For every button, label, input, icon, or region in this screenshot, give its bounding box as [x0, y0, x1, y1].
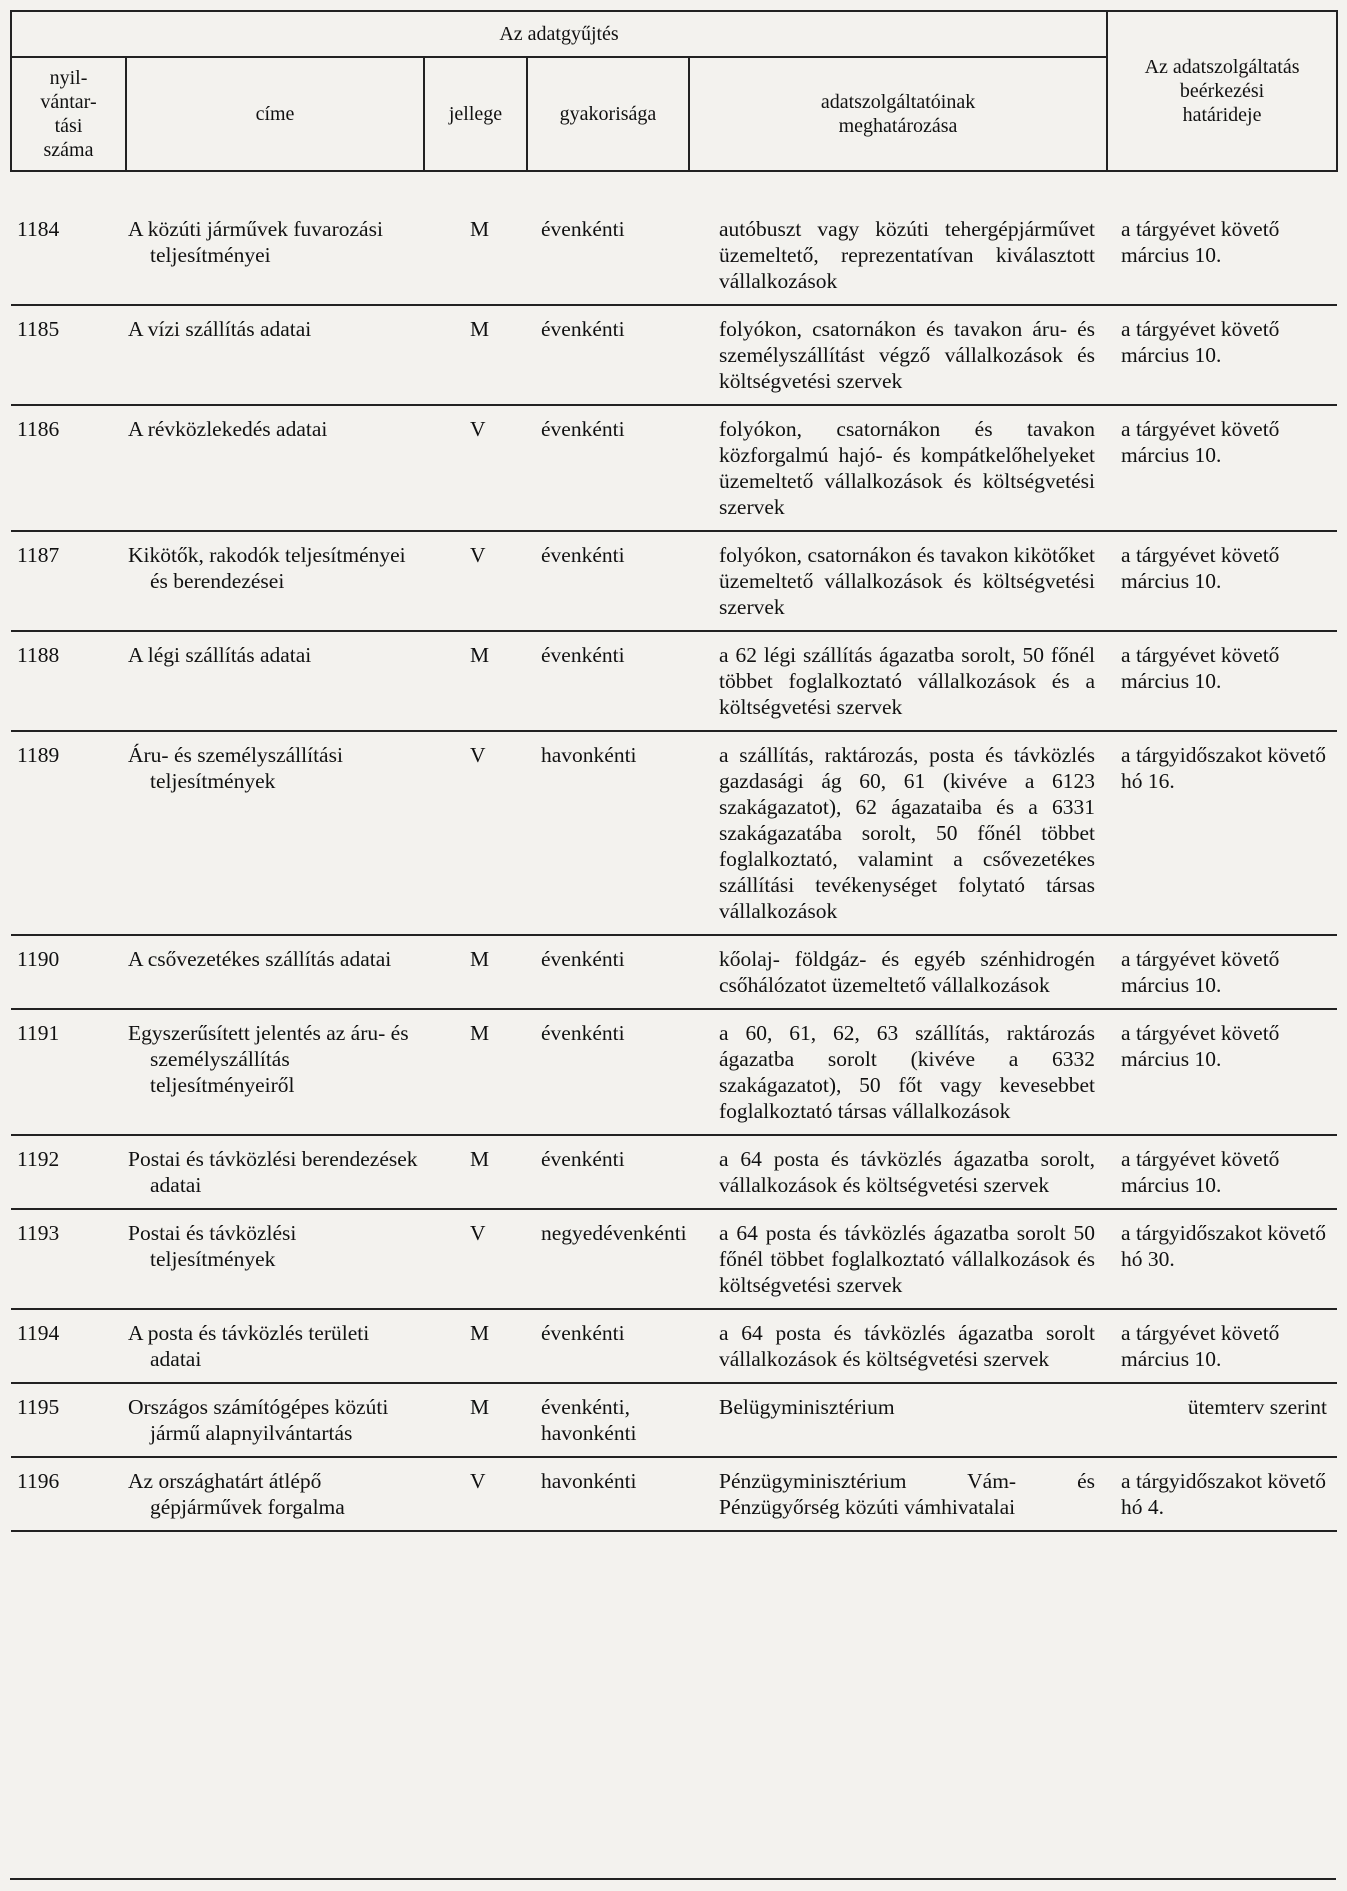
row-character: M [424, 206, 527, 305]
row-title-text: A posta és távközlés területi adatai [128, 1321, 370, 1371]
row-character: M [424, 1009, 527, 1135]
row-frequency: évenkénti, havonkénti [527, 1383, 689, 1457]
row-num: 1195 [11, 1383, 126, 1457]
table-row [11, 1009, 1337, 1135]
row-title [126, 935, 424, 1009]
row-title [126, 1309, 424, 1383]
row-num: 1193 [11, 1209, 126, 1309]
row-deadline: a tárgyidőszakot követő hó 30. [1107, 1209, 1337, 1309]
header-deadline [1107, 11, 1337, 171]
header-group: Az adatgyűjtés [11, 11, 1107, 57]
table-row [11, 531, 1337, 631]
header-frequency: gyakorisága [527, 57, 689, 171]
row-deadline: a tárgyidőszakot követő hó 4. [1107, 1457, 1337, 1531]
row-frequency: havonkénti [527, 731, 689, 935]
row-num: 1186 [11, 405, 126, 531]
header-num-text: nyil- vántar- tási száma [40, 67, 97, 161]
row-character: V [424, 731, 527, 935]
row-frequency: évenkénti [527, 531, 689, 631]
row-title-text: A csővezetékes szállítás adatai [128, 947, 392, 971]
row-providers: a 64 posta és távközlés ágazatba sorolt vállalkozások és költségvetési szervek [689, 1309, 1107, 1383]
row-num: 1184 [11, 206, 126, 305]
row-frequency: évenkénti [527, 305, 689, 405]
row-character: M [424, 1309, 527, 1383]
header-providers-text: adatszolgáltatóinak meghatározása [820, 91, 976, 137]
row-title-text: A közúti járművek fuvarozási teljesítményei [128, 217, 383, 267]
row-frequency: évenkénti [527, 935, 689, 1009]
header-num [11, 57, 126, 171]
table-row [11, 1209, 1337, 1309]
row-providers: folyókon, csatornákon és tavakon kikötőket üzemeltető vállalkozások és költségvetési szervek [689, 531, 1107, 631]
table-row [11, 731, 1337, 935]
row-providers: autóbuszt vagy közúti tehergépjárművet üzemeltető, reprezentatívan kiválasztott vállalkozások [689, 206, 1107, 305]
row-providers: kőolaj- földgáz- és egyéb szénhidrogén csőhálózatot üzemeltető vállalkozások [689, 935, 1107, 1009]
row-title-text: Kikötők, rakodók teljesítményei és berendezései [128, 543, 406, 593]
row-title-text: Postai és távközlési berendezések adatai [128, 1147, 418, 1197]
data-collection-table [10, 10, 1338, 1532]
row-title-text: Postai és távközlési teljesítmények [128, 1221, 297, 1271]
row-num: 1194 [11, 1309, 126, 1383]
table-row [11, 305, 1337, 405]
row-deadline: a tárgyévet követő március 10. [1107, 1135, 1337, 1209]
row-character: M [424, 935, 527, 1009]
row-num: 1188 [11, 631, 126, 731]
row-frequency: évenkénti [527, 1309, 689, 1383]
row-character: M [424, 1383, 527, 1457]
row-frequency: évenkénti [527, 631, 689, 731]
header-character: jellege [424, 57, 527, 171]
row-title-text: A vízi szállítás adatai [128, 317, 312, 341]
table-row [11, 1309, 1337, 1383]
row-frequency: évenkénti [527, 405, 689, 531]
row-providers: a 62 légi szállítás ágazatba sorolt, 50 főnél többet foglalkoztató vállalkozások és a költségvetési szervek [689, 631, 1107, 731]
row-deadline: a tárgyévet követő március 10. [1107, 305, 1337, 405]
header-providers [689, 57, 1107, 171]
row-title [126, 531, 424, 631]
row-title [126, 1135, 424, 1209]
row-num: 1191 [11, 1009, 126, 1135]
row-title [126, 1457, 424, 1531]
row-deadline: ütemterv szerint [1107, 1383, 1337, 1457]
row-title [126, 1009, 424, 1135]
row-providers: folyókon, csatornákon és tavakon áru- és személyszállítást végző vállalkozások és költségvetési szervek [689, 305, 1107, 405]
row-title-text: Országos számítógépes közúti jármű alapnyilvántartás [128, 1395, 389, 1445]
row-title-text: Áru- és személyszállítási teljesítmények [128, 743, 343, 793]
row-providers: Belügyminisztérium [689, 1383, 1107, 1457]
row-frequency: évenkénti [527, 1009, 689, 1135]
row-providers: a 64 posta és távközlés ágazatba sorolt, vállalkozások és költségvetési szervek [689, 1135, 1107, 1209]
row-title [126, 405, 424, 531]
row-title [126, 731, 424, 935]
row-providers: a szállítás, raktározás, posta és távközlés gazdasági ág 60, 61 (kivéve a 6123 szakágazatot), 62 ágazataiba és a 6331 szakágazatába sorolt, 50 főnél többet foglalkoztató, valamint a csővezetékes szállítási tevékenységet folytató társas vállalkozások [689, 731, 1107, 935]
row-deadline: a tárgyévet követő március 10. [1107, 1309, 1337, 1383]
table-row [11, 935, 1337, 1009]
row-character: M [424, 305, 527, 405]
row-deadline: a tárgyévet követő március 10. [1107, 631, 1337, 731]
row-title-text: A révközlekedés adatai [128, 417, 328, 441]
table-row [11, 631, 1337, 731]
row-character: M [424, 631, 527, 731]
row-character: V [424, 1457, 527, 1531]
row-character: V [424, 1209, 527, 1309]
row-character: M [424, 1135, 527, 1209]
header-deadline-text: Az adatszolgáltatás beérkezési határideje [1144, 56, 1300, 126]
table-row [11, 405, 1337, 531]
bottom-rule [10, 1878, 1336, 1880]
row-frequency: havonkénti [527, 1457, 689, 1531]
row-frequency: évenkénti [527, 1135, 689, 1209]
row-title [126, 206, 424, 305]
row-num: 1196 [11, 1457, 126, 1531]
row-title-text: Egyszerűsített jelentés az áru- és személyszállítás teljesítményeiről [128, 1021, 409, 1097]
row-character: V [424, 405, 527, 531]
row-providers: a 60, 61, 62, 63 szállítás, raktározás ágazatba sorolt (kivéve a 6332 szakágazatot), 50 főt vagy kevesebbet foglalkoztató társas vállalkozások [689, 1009, 1107, 1135]
row-title [126, 631, 424, 731]
row-deadline: a tárgyidőszakot követő hó 16. [1107, 731, 1337, 935]
table-row [11, 206, 1337, 305]
row-character: V [424, 531, 527, 631]
row-title-text: A légi szállítás adatai [128, 643, 312, 667]
table-row [11, 1383, 1337, 1457]
table-row [11, 1135, 1337, 1209]
row-deadline: a tárgyévet követő március 10. [1107, 1009, 1337, 1135]
row-title [126, 1209, 424, 1309]
row-num: 1189 [11, 731, 126, 935]
row-num: 1185 [11, 305, 126, 405]
row-title-text: Az országhatárt átlépő gépjárművek forgalma [128, 1469, 345, 1519]
row-title [126, 305, 424, 405]
row-deadline: a tárgyévet követő március 10. [1107, 531, 1337, 631]
row-frequency: évenkénti [527, 206, 689, 305]
row-title [126, 1383, 424, 1457]
row-providers: Pénzügyminisztérium Vám- és Pénzügyőrség közúti vámhivatalai [689, 1457, 1107, 1531]
row-frequency: negyedévenkénti [527, 1209, 689, 1309]
table-row [11, 1457, 1337, 1531]
row-deadline: a tárgyévet követő március 10. [1107, 935, 1337, 1009]
row-num: 1187 [11, 531, 126, 631]
row-deadline: a tárgyévet követő március 10. [1107, 206, 1337, 305]
row-providers: a 64 posta és távközlés ágazatba sorolt 50 főnél többet foglalkoztató vállalkozások és költségvetési szervek [689, 1209, 1107, 1309]
header-title: címe [126, 57, 424, 171]
row-deadline: a tárgyévet követő március 10. [1107, 405, 1337, 531]
row-num: 1190 [11, 935, 126, 1009]
row-num: 1192 [11, 1135, 126, 1209]
row-providers: folyókon, csatornákon és tavakon közforgalmú hajó- és kompátkelőhelyeket üzemeltető vállalkozások és költségvetési szervek [689, 405, 1107, 531]
